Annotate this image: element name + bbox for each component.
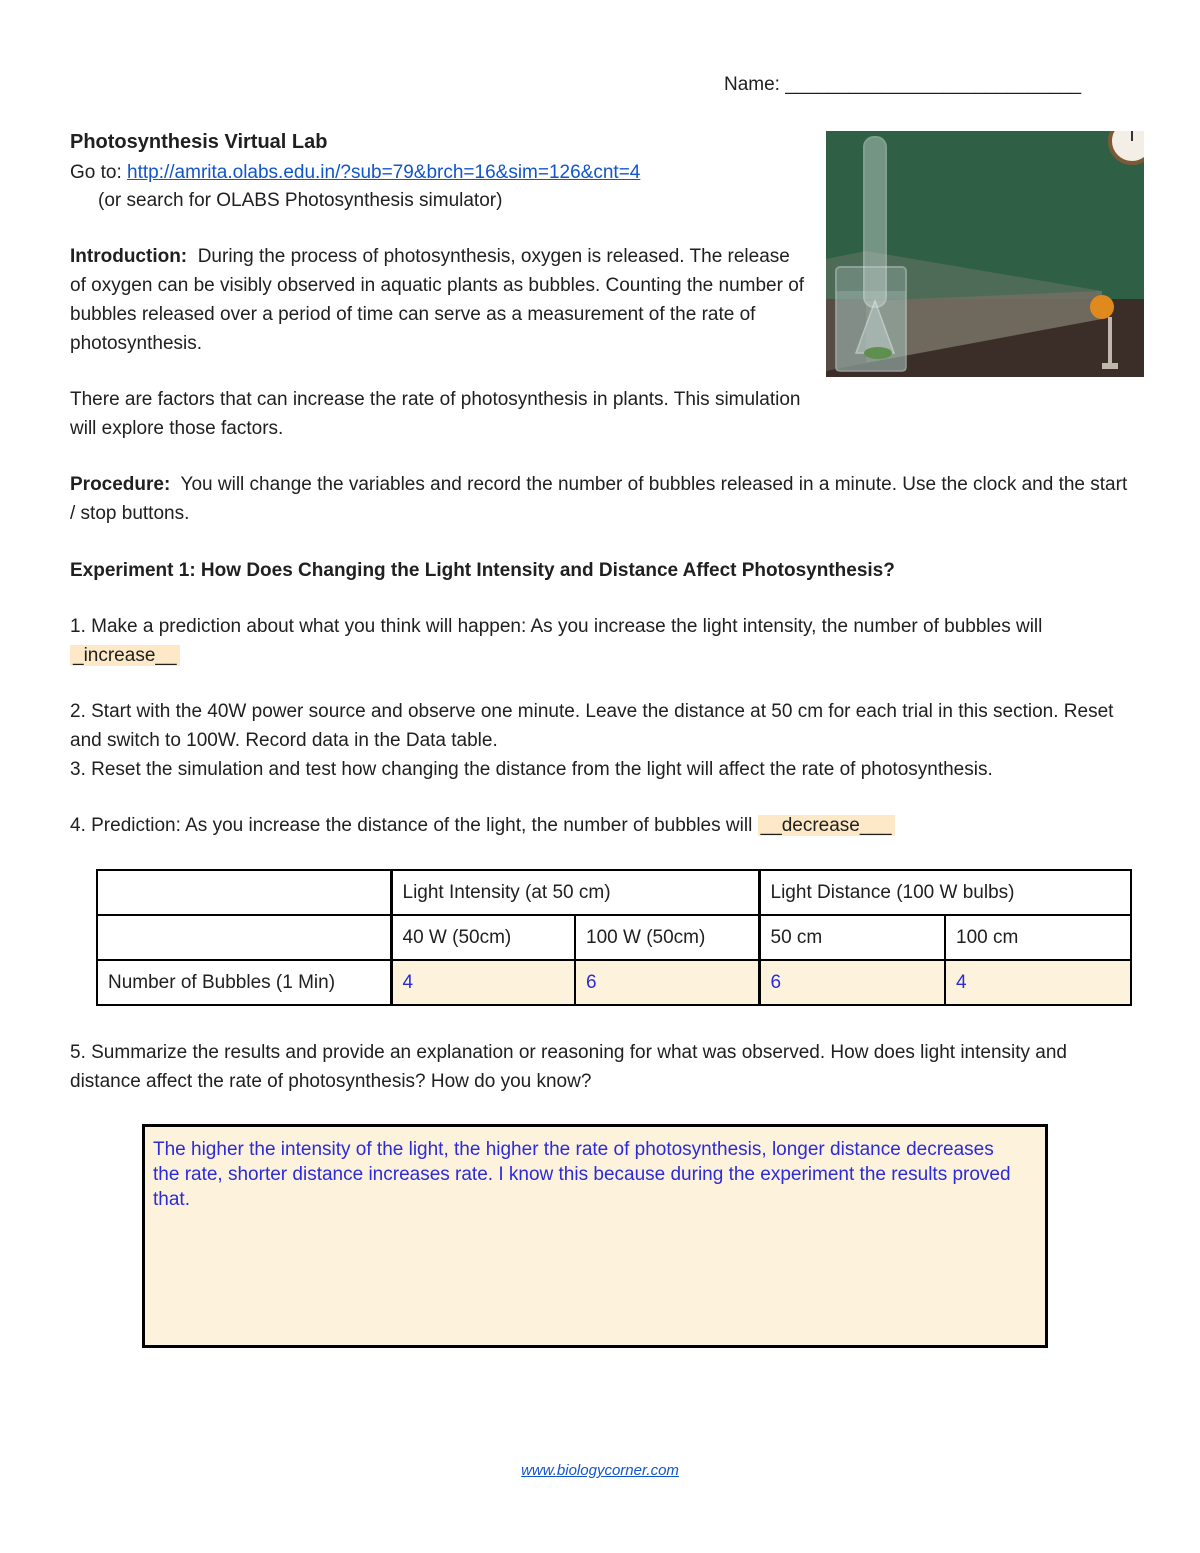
table-corner-cell: [97, 870, 391, 915]
question-3: 3. Reset the simulation and test how changing the distance from the light will affect the rate of photosynthesis.: [70, 759, 993, 780]
olabs-link[interactable]: http://amrita.olabs.edu.in/?sub=79&brch=16&sim=126&cnt=4: [127, 162, 641, 183]
introduction-heading: Introduction:: [70, 246, 188, 267]
table-header-row: [97, 870, 1131, 915]
name-field[interactable]: Name: ____________________________: [724, 74, 1082, 95]
goto-line: [70, 158, 640, 187]
simulator-image: [826, 131, 1144, 377]
column-40w: 40 W (50cm): [391, 915, 575, 960]
column-100cm: 100 cm: [945, 915, 1131, 960]
table-empty-cell: [97, 915, 391, 960]
search-note: (or search for OLABS Photosynthesis simulator): [98, 190, 503, 211]
question-4-text: 4. Prediction: As you increase the distance of the light, the number of bubbles will: [70, 815, 758, 836]
column-100w: 100 W (50cm): [575, 915, 759, 960]
footer: [0, 1456, 1200, 1485]
procedure-text: You will change the variables and record the number of bubbles released in a minute. Use the clock and the start / stop buttons.: [70, 474, 1128, 524]
question-4: [70, 811, 1130, 840]
introduction-paragraph: [70, 242, 810, 358]
value-100cm[interactable]: 4: [945, 960, 1131, 1005]
goto-label: Go to:: [70, 162, 128, 183]
experiment1-heading: Experiment 1: How Does Changing the Light Intensity and Distance Affect Photosynthesis?: [70, 560, 895, 581]
introduction-paragraph-2: There are factors that can increase the rate of photosynthesis in plants. This simulation will explore those factors.: [70, 389, 801, 439]
table-row: [97, 960, 1131, 1005]
value-50cm[interactable]: 6: [759, 960, 945, 1005]
question-2: 2. Start with the 40W power source and observe one minute. Leave the distance at 50 cm for each trial in this section. Reset and switch to 100W. Record data in the Data table.: [70, 701, 1114, 751]
table-subheader-row: [97, 915, 1131, 960]
value-100w[interactable]: 6: [575, 960, 759, 1005]
value-40w[interactable]: 4: [391, 960, 575, 1005]
introduction-text: During the process of photosynthesis, oxygen is released. The release of oxygen can be visibly observed in aquatic plants as bubbles. Counting the number of bubbles released over a period of time can serve as a measurement of the rate of photosynthesis.: [70, 246, 805, 354]
header-light-intensity: Light Intensity (at 50 cm): [391, 870, 759, 915]
row-label-bubbles: Number of Bubbles (1 Min): [97, 960, 391, 1005]
question-5: 5. Summarize the results and provide an explanation or reasoning for what was observed. How does light intensity and distance affect the rate of photosynthesis? How do you know?: [70, 1042, 1067, 1092]
procedure-heading: Procedure:: [70, 474, 171, 495]
answer-text: The higher the intensity of the light, the higher the rate of photosynthesis, longer distance decreases the rate, shorter distance increases rate. I know this because during the experiment the results proved that.: [153, 1139, 1011, 1210]
answer-box[interactable]: [142, 1124, 1048, 1348]
question-1-text: 1. Make a prediction about what you think will happen: As you increase the light intensity, the number of bubbles will: [70, 616, 1043, 637]
header-light-distance: Light Distance (100 W bulbs): [759, 870, 1131, 915]
footer-link[interactable]: www.biologycorner.com: [521, 1462, 679, 1479]
procedure-paragraph: [70, 470, 1130, 528]
question-1-answer[interactable]: _increase__: [70, 645, 180, 666]
column-50cm: 50 cm: [759, 915, 945, 960]
page-title: Photosynthesis Virtual Lab: [70, 131, 328, 153]
question-4-answer[interactable]: __decrease___: [758, 815, 895, 836]
data-table: [96, 869, 1132, 1006]
question-1: [70, 612, 1130, 670]
